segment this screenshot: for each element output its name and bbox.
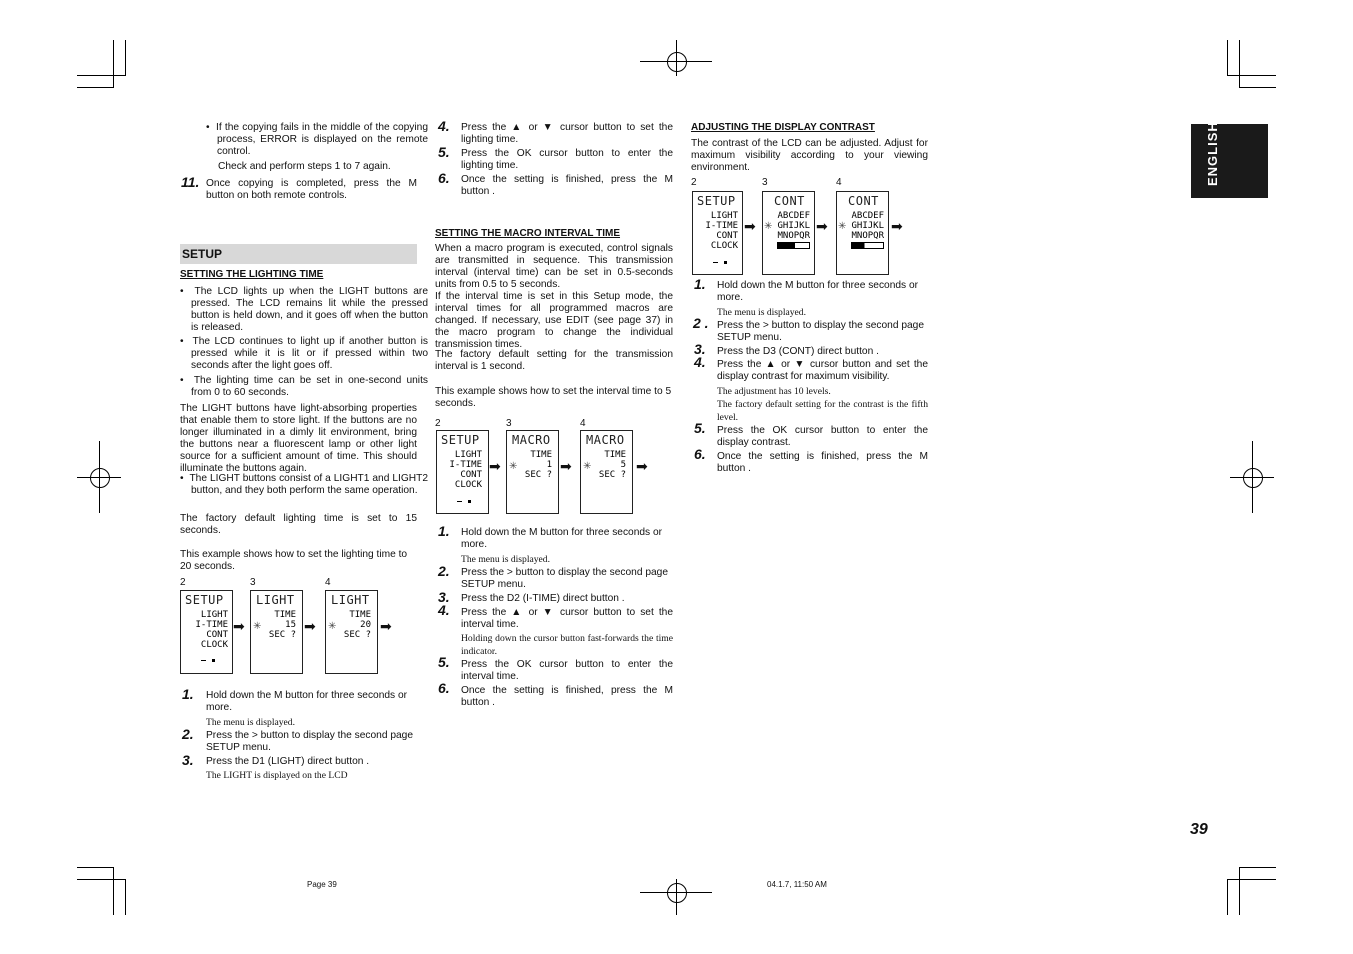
step-number: 4. [438, 602, 450, 618]
step-number: 5. [694, 420, 706, 436]
lcd-line: MNOPQR [777, 231, 810, 241]
lcd-title: SETUP [697, 194, 736, 208]
lighting-para-2: The factory default lighting time is set to 15 seconds. [180, 513, 417, 536]
lcd-line: SEC ? [598, 470, 626, 480]
step-number: 4. [438, 118, 450, 134]
lcd-title: CONT [774, 194, 805, 208]
lighting-bullet-2: • The LCD continues to light up if another button is pressed while it is lit or if pressed within two seconds after the light goes off. [180, 336, 428, 371]
step-text: Press the OK cursor button to enter the display contrast. [717, 425, 928, 448]
step-text: Press the ▲ or ▼ cursor button and set the display contrast for maximum visibility. [717, 359, 928, 382]
lcd-title: CONT [848, 194, 879, 208]
screen-number: 3 [506, 418, 512, 429]
lcd-line: I-TIME [449, 460, 482, 470]
lcd-line: GHIJKL [851, 221, 884, 231]
step-number: 2. [182, 726, 194, 742]
lcd-title: LIGHT [331, 593, 370, 607]
footer-right: 04.1.7, 11:50 AM [767, 880, 827, 889]
arrow-right-icon: ➡ [380, 618, 392, 634]
lighting-para-1: The LIGHT buttons have light-absorbing properties that enable them to store light. If the buttons are no longer illuminated in a dimly lit environment, bring the buttons near a fluorescent lamp or other light source for a sufficient amount of time. This should illuminate the buttons again. [180, 403, 417, 474]
step-number: 1. [694, 276, 706, 292]
screen-number: 2 [435, 418, 441, 429]
lcd-indicator [201, 660, 206, 661]
step-note: The LIGHT is displayed on the LCD [206, 770, 348, 781]
macro-para-2: If the interval time is set in this Setup mode, the interval times for all programmed macros are changed. If necessary, use EDIT (see page 37) in the macro program to change the individual transmission times. [435, 291, 673, 350]
lighting-heading: SETTING THE LIGHTING TIME [180, 269, 324, 280]
step-note: The menu is displayed. [206, 717, 295, 728]
screen-number: 3 [762, 177, 768, 188]
lcd-title: MACRO [586, 433, 625, 447]
arrow-right-icon: ➡ [891, 218, 903, 234]
arrow-right-icon: ➡ [636, 458, 648, 474]
lcd-screen-macro [506, 430, 559, 514]
lcd-line: TIME [349, 610, 371, 620]
step-text: Press the > button to display the second page SETUP menu. [461, 567, 669, 590]
lcd-line: LIGHT [710, 211, 738, 221]
step-text: Hold down the M button for three seconds or more. [717, 280, 919, 303]
lcd-screen-setup [692, 191, 743, 275]
lcd-screen-setup [180, 590, 233, 674]
lcd-line: GHIJKL [777, 221, 810, 231]
lcd-indicator [713, 262, 718, 263]
lcd-indicator [212, 659, 215, 662]
lcd-title: MACRO [512, 433, 551, 447]
step-number: 5. [438, 144, 450, 160]
screen-number: 2 [180, 577, 186, 588]
step-text: Once the setting is finished, press the M button . [717, 451, 928, 474]
lcd-indicator [724, 261, 727, 264]
screen-number: 4 [836, 177, 842, 188]
macro-para-3: The factory default setting for the transmission interval is 1 second. [435, 349, 673, 372]
step-text: Press the ▲ or ▼ cursor button to set the interval time. [461, 607, 673, 630]
language-tab-label: ENGLISH [1205, 121, 1220, 186]
lcd-line: LIGHT [454, 450, 482, 460]
lcd-line: SEC ? [343, 630, 371, 640]
lcd-title: SETUP [185, 593, 224, 607]
screen-number: 2 [691, 177, 697, 188]
copy-fail-bullet: • If the copying fails in the middle of the copying process, ERROR is displayed on the remote control. [206, 122, 428, 157]
lcd-screen-light [250, 590, 303, 674]
lcd-line: CLOCK [200, 640, 228, 650]
lighting-bullet-4: • The LIGHT buttons consist of a LIGHT1 and LIGHT2 button, and they both perform the same operation. [180, 473, 428, 496]
lcd-indicator [468, 500, 471, 503]
arrow-right-icon: ➡ [233, 618, 245, 634]
screen-number: 4 [325, 577, 331, 588]
lcd-indicator [457, 501, 462, 502]
step-11-number: 11. [181, 174, 200, 190]
arrow-right-icon: ➡ [816, 218, 828, 234]
blink-icon: ✳ [328, 621, 337, 632]
lcd-line: 20 [360, 620, 371, 630]
step-number: 2. [438, 563, 450, 579]
screen-number: 4 [580, 418, 586, 429]
step-number: 4. [694, 354, 706, 370]
contrast-heading: ADJUSTING THE DISPLAY CONTRAST [691, 122, 875, 133]
step-number: 6. [438, 170, 450, 186]
step-note: The adjustment has 10 levels. [717, 386, 831, 397]
step-number: 5. [438, 654, 450, 670]
step-text: Press the D2 (I-TIME) direct button . [461, 593, 625, 604]
lcd-line: SEC ? [268, 630, 296, 640]
check-text: Check and perform steps 1 to 7 again. [218, 161, 391, 172]
lcd-screen-cont [762, 191, 815, 275]
arrow-right-icon: ➡ [560, 458, 572, 474]
step-text: Hold down the M button for three seconds or more. [206, 690, 408, 713]
blink-icon: ✳ [583, 461, 592, 472]
lcd-line: SEC ? [524, 470, 552, 480]
arrow-right-icon: ➡ [489, 458, 501, 474]
page-number: 39 [1190, 821, 1208, 838]
step-number: 3. [182, 752, 194, 768]
contrast-bar [851, 242, 884, 249]
blink-icon: ✳ [838, 221, 847, 232]
step-number: 2 . [693, 315, 709, 331]
lcd-line: CONT [206, 630, 228, 640]
step-text: Press the D1 (LIGHT) direct button . [206, 756, 370, 767]
footer-left: Page 39 [307, 880, 337, 889]
lcd-line: 15 [285, 620, 296, 630]
step-note: The factory default setting for the contrast is the fifth level. [717, 399, 928, 423]
step-number: 6. [438, 680, 450, 696]
step-text: Once the setting is finished, press the M button . [461, 685, 673, 708]
arrow-right-icon: ➡ [304, 618, 316, 634]
setup-heading: SETUP [182, 247, 223, 261]
lcd-title: LIGHT [256, 593, 295, 607]
lcd-line: 1 [546, 460, 552, 470]
macro-heading: SETTING THE MACRO INTERVAL TIME [435, 228, 621, 239]
lcd-line: CLOCK [454, 480, 482, 490]
step-11-text: Once copying is completed, press the M button on both remote controls. [206, 178, 417, 201]
step-number: 1. [438, 523, 450, 539]
step-note: Holding down the cursor button fast-forwards the time indicator. [461, 633, 673, 657]
arrow-right-icon: ➡ [744, 218, 756, 234]
lcd-title: SETUP [441, 433, 480, 447]
blink-icon: ✳ [253, 621, 262, 632]
step-note: The menu is displayed. [717, 307, 806, 318]
macro-para-1: When a macro program is executed, control signals are transmitted in sequence. This transmission interval (interval time) can be set in 0.5-seconds units from 0.5 to 5 seconds. [435, 243, 673, 290]
lcd-line: CONT [460, 470, 482, 480]
lcd-line: TIME [530, 450, 552, 460]
step-number: 6. [694, 446, 706, 462]
step-text: Press the OK cursor button to enter the interval time. [461, 659, 673, 682]
lcd-line: ABCDEF [777, 211, 810, 221]
contrast-para-1: The contrast of the LCD can be adjusted. Adjust for maximum visibility according to your viewing environment. [691, 138, 928, 173]
blink-icon: ✳ [764, 221, 773, 232]
lcd-screen-setup [436, 430, 489, 514]
lcd-line: I-TIME [705, 221, 738, 231]
screen-number: 3 [250, 577, 256, 588]
lcd-line: CLOCK [710, 241, 738, 251]
lcd-line: 5 [620, 460, 626, 470]
macro-para-4: This example shows how to set the interval time to 5 seconds. [435, 386, 672, 409]
step-number: 3. [438, 589, 450, 605]
lcd-line: CONT [716, 231, 738, 241]
lcd-line: I-TIME [195, 620, 228, 630]
lcd-line: TIME [604, 450, 626, 460]
step-text: Press the D3 (CONT) direct button . [717, 346, 879, 357]
language-tab [1191, 121, 1268, 198]
step-text: Press the > button to display the second page SETUP menu. [717, 320, 925, 343]
step-text: Hold down the M button for three seconds or more. [461, 527, 663, 550]
step-text: Press the ▲ or ▼ cursor button to set the lighting time. [461, 122, 673, 145]
lcd-screen-cont [836, 191, 889, 275]
step-note: The menu is displayed. [461, 554, 550, 565]
step-number: 3. [694, 341, 706, 357]
lcd-line: TIME [274, 610, 296, 620]
step-number: 1. [182, 686, 194, 702]
lcd-line: ABCDEF [851, 211, 884, 221]
lighting-bullet-3: • The lighting time can be set in one-second units from 0 to 60 seconds. [180, 375, 428, 398]
step-text: Press the OK cursor button to enter the lighting time. [461, 148, 673, 171]
contrast-bar [777, 242, 810, 249]
blink-icon: ✳ [509, 461, 518, 472]
lcd-screen-macro [580, 430, 633, 514]
setup-heading-bar [180, 244, 417, 264]
step-text: Press the > button to display the second page SETUP menu. [206, 730, 414, 753]
step-text: Once the setting is finished, press the M button . [461, 174, 673, 197]
lcd-line: MNOPQR [851, 231, 884, 241]
lcd-line: LIGHT [200, 610, 228, 620]
lighting-bullet-1: • The LCD lights up when the LIGHT buttons are pressed. The LCD remains lit while the pressed button is held down, and it goes off when the button is released. [180, 286, 428, 333]
lighting-para-3: This example shows how to set the lighting time to 20 seconds. [180, 549, 408, 572]
lcd-screen-light [325, 590, 378, 674]
